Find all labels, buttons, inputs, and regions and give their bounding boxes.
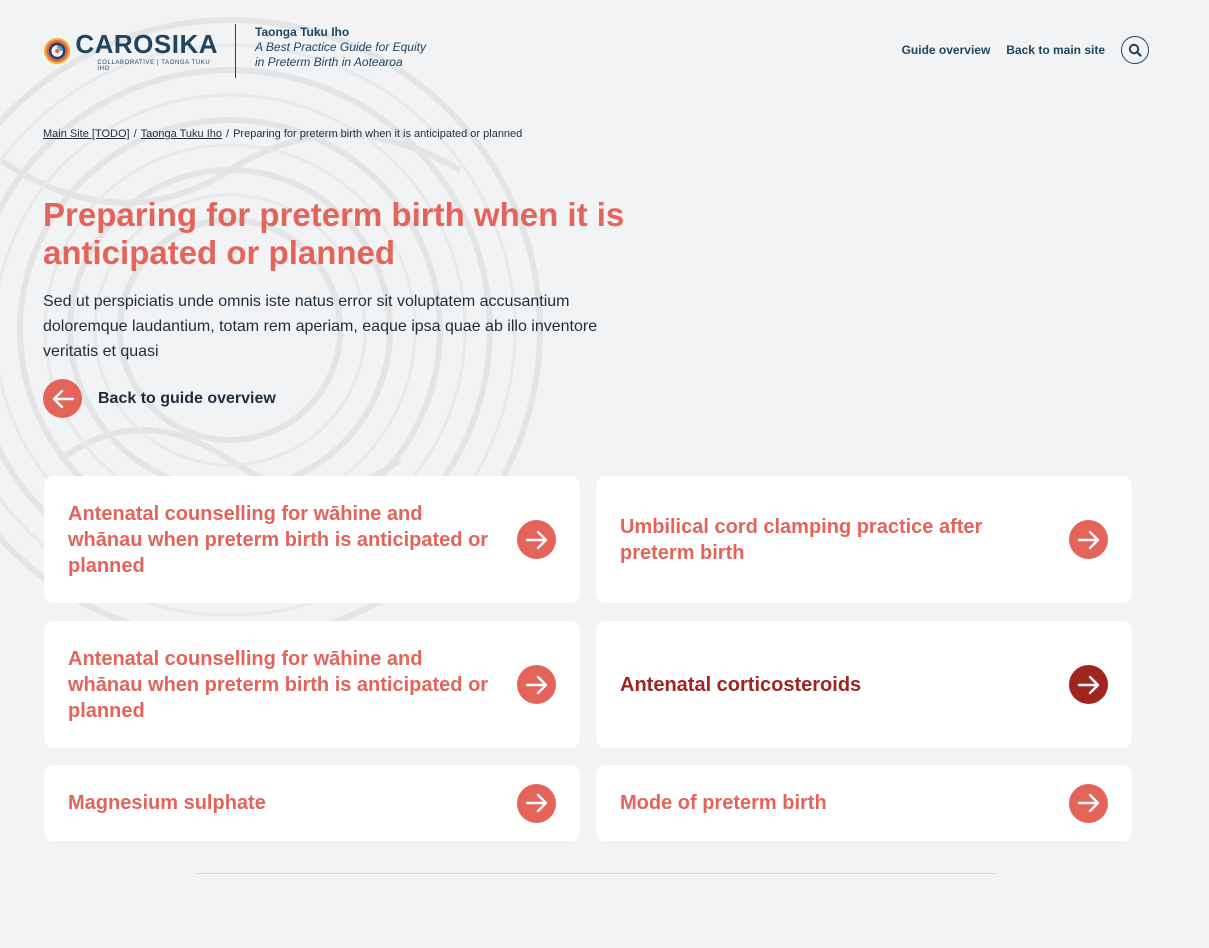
breadcrumb-separator: / — [133, 128, 137, 140]
arrow-right-icon — [525, 675, 549, 695]
topic-card-umbilical-cord-clamping[interactable] — [596, 476, 1132, 603]
breadcrumb-separator: / — [226, 128, 230, 140]
guide-subtitle-line-2: in Preterm Birth in Aotearoa — [255, 55, 403, 69]
breadcrumb-current: Preparing for preterm birth when it is anticipated or planned — [233, 128, 523, 140]
card-arrow-button[interactable] — [1069, 665, 1108, 704]
arrow-right-icon — [1077, 530, 1101, 550]
topic-card-antenatal-counselling-2[interactable] — [44, 621, 580, 748]
card-label: Magnesium sulphate — [68, 792, 266, 814]
arrow-right-icon — [525, 530, 549, 550]
back-link-label: Back to guide overview — [98, 389, 276, 407]
logo-mark-icon — [43, 24, 71, 78]
arrow-right-icon — [525, 793, 549, 813]
logo-wordmark: CAROSIKA — [75, 29, 218, 59]
card-label: Antenatal counselling for wāhine and whānau when preterm birth is anticipated or planned — [68, 647, 489, 722]
logo-subtitle: COLLABORATIVE | TAONGA TUKU IHO — [97, 60, 211, 72]
header-nav — [902, 36, 1149, 64]
topic-card-antenatal-counselling[interactable] — [44, 476, 580, 603]
intro-text: Sed ut perspiciatis unde omnis iste natus error sit voluptatem accusantium doloremque laudantium, totam rem aperiam, eaque ipsa quae ab illo inventore veritatis et quasi — [43, 293, 598, 360]
card-arrow-button[interactable] — [517, 520, 556, 559]
page-title: Preparing for preterm birth when it is anticipated or planned — [43, 196, 625, 271]
guide-title: Taonga Tuku Iho — [255, 25, 350, 39]
topic-card-antenatal-corticosteroids[interactable] — [596, 621, 1132, 748]
card-label: Antenatal corticosteroids — [620, 673, 862, 696]
back-arrow-button[interactable] — [43, 379, 82, 418]
back-to-guide-overview-link[interactable] — [43, 379, 276, 418]
card-label: Umbilical cord clamping practice after preterm birth — [620, 515, 983, 564]
breadcrumb — [43, 128, 522, 140]
card-arrow-button[interactable] — [1069, 520, 1108, 559]
arrow-left-icon — [51, 389, 75, 409]
nav-guide-overview[interactable]: Guide overview — [901, 43, 991, 57]
site-header — [43, 22, 1149, 80]
guide-subtitle-line-1: A Best Practice Guide for Equity — [255, 40, 426, 54]
guide-title-block — [255, 24, 495, 70]
nav-back-to-main-site[interactable]: Back to main site — [1006, 43, 1105, 57]
search-icon — [1128, 43, 1142, 57]
arrow-right-icon — [1077, 675, 1101, 695]
card-label: Mode of preterm birth — [620, 792, 827, 814]
arrow-right-icon — [1077, 793, 1101, 813]
card-arrow-button[interactable] — [517, 784, 556, 823]
topic-card-magnesium-sulphate[interactable] — [44, 765, 580, 841]
breadcrumb-taonga-tuku-iho[interactable]: Taonga Tuku Iho — [140, 128, 223, 140]
breadcrumb-main-site[interactable]: Main Site [TODO] — [43, 128, 130, 140]
footer-divider — [196, 873, 996, 874]
topic-card-mode-of-preterm-birth[interactable] — [596, 765, 1132, 841]
card-arrow-button[interactable] — [1069, 784, 1108, 823]
carosika-logo[interactable] — [43, 23, 218, 79]
header-divider — [235, 24, 236, 78]
search-button[interactable] — [1121, 36, 1149, 64]
card-arrow-button[interactable] — [517, 665, 556, 704]
card-label: Antenatal counselling for wāhine and whānau when preterm birth is anticipated or planned — [68, 502, 489, 577]
